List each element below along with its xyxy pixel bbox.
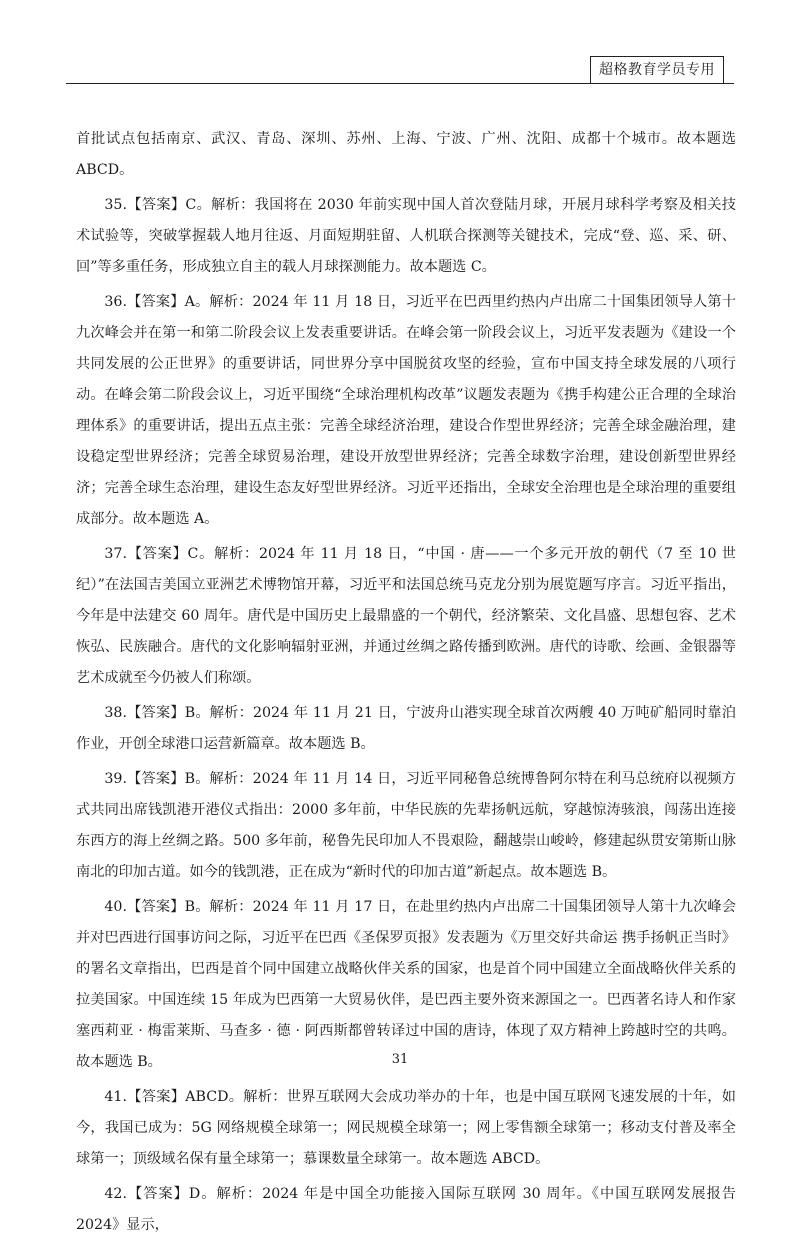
- answer-40: 40.【答案】B。解析：2024 年 11 月 17 日，在赴里约热内卢出席二十国集团领导人第十九次峰会并对巴西进行国事访问之际，习近平在巴西《圣保罗页报》发表题为《万里交好共命运 携手扬帆正当时》的署名文章指出，巴西是首个同中国建立战略伙伴关系的国家，也是首个同中国建立全面战略伙伴关系的拉美国家。中国连续 15 年成为巴西第一大贸易伙伴，是巴西主要外资来源国之一。巴西著名诗人和作家塞西莉亚 · 梅雷莱斯、马查多 · 德 · 阿西斯都曾转译过中国的唐诗，体现了双方精神上跨越时空的共鸣。故本题选 B。: [76, 899, 736, 1070]
- answer-42: 42.【答案】D。解析：2024 年是中国全功能接入国际互联网 30 周年。《中国互联网发展报告 2024》显示，: [76, 1186, 736, 1233]
- header-badge: 超格教育学员专用: [590, 56, 724, 84]
- page-number: 31: [391, 1052, 409, 1067]
- answer-39: 39.【答案】B。解析：2024 年 11 月 14 日，习近平同秘鲁总统博鲁阿尔特在利马总统府以视频方式共同出席钱凯港开港仪式指出：2000 多年前，中华民族的先辈扬帆远航，穿越惊涛骇浪，闯荡出连接东西方的海上丝绸之路。500 多年前，秘鲁先民印加人不畏艰险，翻越崇山峻岭，修建起纵贯安第斯山脉南北的印加古道。如今的钱凯港，正在成为“新时代的印加古道”新起点。故本题选 B。: [76, 771, 736, 880]
- answer-38: 38.【答案】B。解析：2024 年 11 月 21 日，宁波舟山港实现全球首次两艘 40 万吨矿船同时靠泊作业，开创全球港口运营新篇章。故本题选 B。: [76, 705, 736, 752]
- paragraph-continuation: 首批试点包括南京、武汉、青岛、深圳、苏州、上海、宁波、广州、沈阳、成都十个城市。故本题选 ABCD。: [76, 131, 736, 178]
- page-content: [76, 124, 736, 1245]
- answer-36: 36.【答案】A。解析：2024 年 11 月 18 日，习近平在巴西里约热内卢出席二十国集团领导人第十九次峰会并在第一和第二阶段会议上发表重要讲话。在峰会第一阶段会议上，习近平发表题为《建设一个共同发展的公正世界》的重要讲话，同世界分享中国脱贫攻坚的经验，宣布中国支持全球发展的八项行动。在峰会第二阶段会议上，习近平围绕“全球治理机构改革”议题发表题为《携手构建公正合理的全球治理体系》的重要讲话，提出五点主张：完善全球经济治理，建设合作型世界经济；完善全球金融治理，建设稳定型世界经济；完善全球贸易治理，建设开放型世界经济；完善全球数字治理，建设创新型世界经济；完善全球生态治理，建设生态友好型世界经济。习近平还指出，全球安全治理也是全球治理的重要组成部分。故本题选 A。: [76, 294, 736, 527]
- answer-35: 35.【答案】C。解析：我国将在 2030 年前实现中国人首次登陆月球，开展月球科学考察及相关技术试验等，突破掌握载人地月往返、月面短期驻留、人机联合探测等关键技术，完成“登、巡、采、研、回”等多重任务，形成独立自主的载人月球探测能力。故本题选 C。: [76, 197, 736, 275]
- answer-41: 41.【答案】ABCD。解析：世界互联网大会成功举办的十年，也是中国互联网飞速发展的十年，如今，我国已成为：5G 网络规模全球第一；网民规模全球第一；网上零售额全球第一；移动支付普及率全球第一；顶级域名保有量全球第一；慕课数量全球第一。故本题选 ABCD。: [76, 1089, 736, 1167]
- answer-37: 37.【答案】C。解析：2024 年 11 月 18 日，“中国 · 唐——一个多元开放的朝代（7 至 10 世纪）”在法国吉美国立亚洲艺术博物馆开幕，习近平和法国总统马克龙分别为展览题写序言。习近平指出，今年是中法建交 60 周年。唐代是中国历史上最鼎盛的一个朝代，经济繁荣、文化昌盛、思想包容、艺术恢弘、民族融合。唐代的文化影响辐射亚洲，并通过丝绸之路传播到欧洲。唐代的诗歌、绘画、金银器等艺术成就至今仍被人们称颂。: [76, 546, 736, 686]
